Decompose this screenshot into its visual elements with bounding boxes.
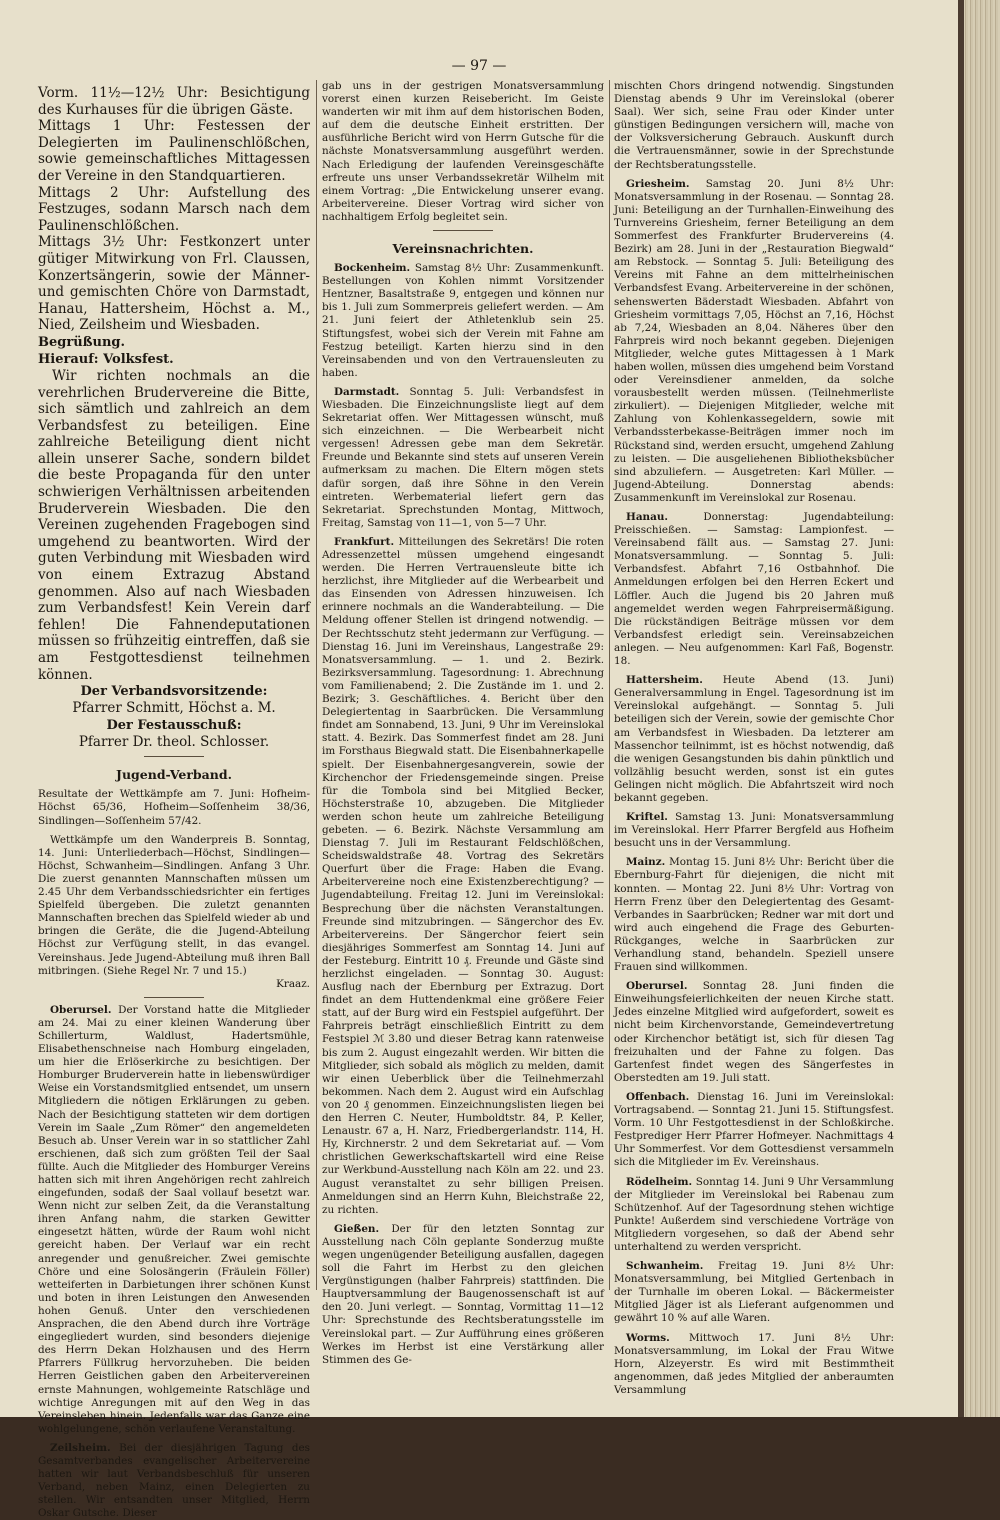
news-hanau bbox=[614, 511, 894, 668]
location-label: Bockenheim. bbox=[334, 262, 411, 275]
board-title: Der Verbandsvorsitzende: bbox=[80, 684, 268, 700]
program-item: Mittags 2 Uhr: Aufstellung des Festzuges, sodann Marsch nach dem Paulinenschlößchen. bbox=[38, 184, 310, 234]
divider bbox=[144, 997, 204, 998]
youth-signature: Kraaz. bbox=[276, 977, 310, 990]
location-label: Hanau. bbox=[626, 511, 669, 523]
location-label: Griesheim. bbox=[626, 177, 690, 190]
news-kriftel bbox=[614, 811, 894, 850]
location-label: Schwanheim. bbox=[626, 1260, 704, 1273]
news-darmstadt bbox=[322, 386, 604, 530]
column-divider bbox=[609, 80, 610, 1290]
program-item: Mittags 1 Uhr: Festessen der Delegierten im Paulinenschlößchen, sowie gemeinschaftliches Mittagessen der Vereine in den Standquartieren. bbox=[38, 118, 310, 184]
location-label: Offenbach. bbox=[626, 1090, 690, 1103]
news-roedelheim bbox=[614, 1176, 894, 1255]
news-bockenheim bbox=[322, 262, 604, 380]
location-label: Zeilsheim. bbox=[50, 1441, 111, 1454]
news-text: Sonntag 14. Juni 9 Uhr Versammlung der Mitglieder im Vereinslokal bei Rabenau zum Schützenhof. Auf der Tagesordnung stehen wichtige Punkte! Außerdem sind verschiedene Vorträge von Mitgliedern vorgesehen, so daß der Abend sehr unterhaltend zu werden verspricht. bbox=[614, 1175, 894, 1253]
divider bbox=[144, 756, 204, 757]
youth-heading: Jugend-Verband. bbox=[116, 767, 232, 783]
news-text: Dienstag 16. Juni im Vereinslokal: Vortragsabend. — Sonntag 21. Juni 15. Stiftungsfest. Vorm. 10 Uhr Festgottesdienst in der Schloßkirche. Festprediger Herr Pfarrer Hofmeyer. Nachmittags 4 Uhr Sommerfest. Vor dem Gottesdienst versammeln sich die Mitglieder im Ev. Vereinshaus. bbox=[614, 1090, 894, 1169]
greeting-heading: Begrüßung. bbox=[38, 334, 126, 350]
column-3 bbox=[614, 80, 894, 1396]
news-text: Mittwoch 17. Juni 8½ Uhr: Monatsversammlung, im Lokal der Frau Witwe Horn, Alzeyerstr. Es wird mit Bestimmtheit angenommen, daß jedes Mitglied der anberaumten Versammlung bbox=[614, 1331, 894, 1396]
news-text: Bei der diesjährigen Tagung des Gesamtverbandes evangelischer Arbeitervereine hatten wir laut Verbandsbeschluß für unseren Verband, neben Mainz, einen Delegierten zu stellen. Wir entsandten unser Mitglied, Herrn Oskar Gutsche. Dieser bbox=[38, 1441, 310, 1520]
location-label: Gießen. bbox=[334, 1222, 380, 1235]
news-text: Sonntag 5. Juli: Verbandsfest in Wiesbaden. Die Einzeichnungsliste liegt auf dem Sekretariat offen. Wer Mittagessen wünscht, muß sich einzeichnen. — Die Werbearbeit nicht vergessen! Adressen gebe man dem Sekretär. Freunde und Bekannte sind stets auf unseren Verein aufmerksam zu machen. Die Eltern mögen stets dafür sorgen, daß ihre Söhne in den Verein eintreten. Werbematerial liefert gern das Sekretariat. Sprechstunden Montag, Mittwoch, Freitag, Samstag von 11—1, von 5—7 Uhr. bbox=[322, 385, 604, 529]
youth-text: Wettkämpfe um den Wanderpreis B. Sonntag, 14. Juni: Unterliederbach—Höchst, Sindlingen—Höchst, Schwanheim—Sindlingen. Anfang 3 Uhr. Die zuerst genannten Mannschaften müssen um 2.45 Uhr dem Verbandsschiedsrichter ein fertiges Spielfeld übergeben. Die zuletzt genannten Mannschaften brechen das Spielfeld wieder ab und bringen die Geräte, die die Jugend-Abteilung Höchst zur Verfügung stellt, in das evangel. Vereinshaus. Jede Jugend-Abteilung muß ihren Ball mitbringen. (Siehe Regel Nr. 7 und 15.) bbox=[38, 833, 310, 977]
news-text: Donnerstag: Jugendabteilung: Preisschießen. — Samstag: Lampionfest. — Vereinsabend fällt aus. — Samstag 27. Juni: Monatsversammlung. — Sonntag 5. Juli: Verbandsfest. Abfahrt 7,16 Ostbahnhof. Die Anmeldungen erfolgen bei den Herren Eckert und Löffler. Auch die Jugend bis 20 Jahren muß angemeldet werden wegen Fahrpreisermäßigung. Die rückständigen Beiträge müssen vor dem Verbandsfest erledigt sein. Vereinsabzeichen anlegen. — Neu aufgenommen: Karl Faß, Bogenstr. 18. bbox=[614, 511, 894, 668]
continued-text: gab uns in der gestrigen Monatsversammlung vorerst einen kurzen Reisebericht. Im Geiste wanderten wir mit ihm auf dem historischen Boden, auf dem die deutsche Einheit erstritten. Der ausführliche Bericht wird von Herrn Gutsche für die nächste Monatsversammlung ausgeführt werden. Nach Erledigung der laufenden Vereinsgeschäfte erfreute uns unser Verbandssekretär Wilhelm mit einem Vortrag: „Die Entwickelung unserer evang. Arbeitervereine. Dieser Vortrag wird sicher von nachhaltigem Erfolg begleitet sein. bbox=[322, 80, 604, 223]
fest-committee-name: Pfarrer Dr. theol. Schlosser. bbox=[78, 733, 270, 750]
appeal-text: Wir richten nochmals an die verehrlichen Brudervereine die Bitte, sich sämtlich und zahlreich an dem Verbandsfest zu beteiligen. Eine zahlreiche Beteiligung dient nicht allein unserer Sache, sondern bildet die beste Propaganda für den unter schwierigen Verhältnissen arbeitenden Bruderverein Wiesbaden. Die den Vereinen zugehenden Fragebogen sind umgehend zu beantworten. Wird der guten Verbindung mit Wiesbaden wird von einem Extrazug Abstand genommen. Also auf nach Wiesbaden zum Verbandsfest! Kein Verein darf fehlen! Die Fahnendeputationen müssen so frühzeitig eintreffen, daß sie am Festgottesdienst teilnehmen können. bbox=[38, 367, 310, 683]
news-text: Samstag 20. Juni 8½ Uhr: Monatsversammlung in der Rosenau. — Sonntag 28. Juni: Beteiligung an der Turnhallen-Einweihung des Turnvereins Griesheim, ferner Beteiligung an dem Sommerfest des Frankfurter Brudervereins (4. Bezirk) am 28. Juni in der „Restauration Biegwald“ am Rebstock. — Sonntag 5. Juli: Beteiligung des Vereins mit Fahne an dem mittelrheinischen Verbandsfest Evang. Arbeitervereine in der schönen, sehenswerten Bäderstadt Wiesbaden. Abfahrt von Griesheim vormittags 7,05, Höchst an 7,16, Höchst ab 7,24, Wiesbaden an 8,04. Näheres über den Fahrpreis wird noch bekannt gegeben. Diejenigen Mitglieder, welche gutes Mittagessen à 1 Mark haben wollen, müssen dies umgehend beim Vorstand oder Vereinsdiener anmelden, da solche vorausbestellt werden müssen. (Teilnehmerliste zirkuliert). — Diejenigen Mitglieder, welche mit Zahlung von Kohlenkassegeldern, sowie mit Verbandssterbekasse-Beiträgen immer noch im Rückstand sind, werden ersucht, umgehend Zahlung zu leisten. — Die ausgeliehenen Bibliotheksbücher sind abzuliefern. — Ausgetreten: Karl Müller. — Jugend-Abteilung. Donnerstag abends: Zusammenkunft im Vereinslokal zur Rosenau. bbox=[614, 177, 894, 504]
board-name: Pfarrer Schmitt, Höchst a. M. bbox=[72, 700, 276, 717]
location-label: Worms. bbox=[626, 1331, 670, 1344]
location-label: Rödelheim. bbox=[626, 1175, 693, 1188]
youth-section bbox=[38, 767, 310, 1520]
location-label: Darmstadt. bbox=[334, 385, 400, 398]
news-text: Der Vorstand hatte die Mitglieder am 24. Mai zu einer kleinen Wanderung über Schillerturm, Waldlust, Hadertsmühle, Elisabethenschneise nach Homburg eingeladen, um hier die Erlöserkirche zu besichtigen. Der Homburger Bruderverein hatte in liebenswürdiger Weise ein Vorstandsmitglied entsendet, um unsern Mitgliedern die nötigen Erklärungen zu geben. Nach der Besichtigung statteten wir dem dortigen Verein im Saale „Zum Römer“ den angemeldeten Besuch ab. Unser Verein war in so stattlicher Zahl erschienen, daß sich zum größten Teil der Saal füllte. Auch die Mitglieder des Homburger Vereins hatten sich mit ihren Angehörigen recht zahlreich eingefunden, sodaß der Saal vollauf besetzt war. Wenn nicht zur selben Zeit, da die Veranstaltung ihren Anfang nahm, die starken Gewitter eingesetzt hätten, würde der Raum wohl nicht gereicht haben. Der Verlauf war ein recht anregender und genußreicher. Zwei gemischte Chöre und eine Solosängerin (Fräulein Föller) wetteiferten in Darbietungen ihrer schönen Kunst und boten in ihren Leistungen den Anwesenden hohen Genuß. Unter den verschiedenen Ansprachen, die den Abend durch ihre Vorträge eingegliedert wurden, sind besonders diejenige des Herrn Dekan Holzhausen und des Herrn Pfarrers Füllkrug hervorzuheben. Die beiden Herren Geistlichen gaben den Arbeitervereinen ernste Mahnungen, wohlgemeinte Ratschläge und wichtige Anregungen mit auf den Weg in das Vereinsleben hinein. Jedenfalls war das Ganze eine wohlgelungene, schön verlaufene Veranstaltung. bbox=[38, 1003, 310, 1435]
news-frankfurt bbox=[322, 536, 604, 1217]
youth-results: Resultate der Wettkämpfe am 7. Juni: Hofheim-Höchst 65/36, Hofheim—Soſſenheim 38/36, Sindlingen—Soſſenheim 57/42. bbox=[38, 788, 310, 827]
column-2 bbox=[322, 80, 604, 1380]
news-giessen bbox=[322, 1223, 604, 1367]
location-label: Oberursel. bbox=[50, 1003, 112, 1016]
folk-fest-heading: Hierauf: Volksfest. bbox=[38, 351, 174, 367]
location-label: Hattersheim. bbox=[626, 674, 703, 687]
fest-committee-title: Der Festausschuß: bbox=[106, 717, 242, 733]
news-oberursel bbox=[38, 1004, 310, 1436]
column-divider bbox=[316, 80, 317, 1290]
news-oberursel bbox=[614, 980, 894, 1085]
book-spine-shadow bbox=[958, 0, 964, 1417]
news-text: Heute Abend (13. Juni) Generalversammlung in Engel. Tagesordnung ist im Vereinslokal aufgehängt. — Sonntag 5. Juli beteiligen sich der Verein, sowie der gemischte Chor am Verbandsfest in Wiesbaden. Da letzterer am Massenchor teilnimmt, ist es höchst notwendig, daß die wenigen Gesangstunden bis dahin pünktlich und vollzählig besucht werden, sonst ist ein gutes Gelingen nicht möglich. Die Abfahrtszeit wird noch bekannt gegeben. bbox=[614, 674, 894, 804]
location-label: Mainz. bbox=[626, 856, 666, 869]
news-text: Mitteilungen des Sekretärs! Die roten Adressenzettel müssen umgehend eingesandt werden. Die Herren Vertrauensleute bitte ich herzlichst, ihre Mitglieder auf die Werbearbeit und das Einsenden von Adressen hinzuweisen. Ich erinnere nochmals an die Wanderabteilung. — Die Meldung offener Stellen ist dringend notwendig. — Der Rechtsschutz steht jedermann zur Verfügung. — Dienstag 16. Juni im Vereinshaus, Langestraße 29: Monatsversammlung. — 1. und 2. Bezirk. Bezirksversammlung. Tagesordnung: 1. Abrechnung vom Familienabend; 2. Die Zustände im 1. und 2. Bezirk; 3. Geschäftliches. 4. Bericht über den Delegiertentag in Saarbrücken. Die Versammlung findet am Sonnabend, 13. Juni, 9 Uhr im Vereinslokal statt. 4. Bezirk. Das Sommerfest findet am 28. Juni im Forsthaus Biegwald statt. Die Eisenbahnerkapelle spielt. Der Eisenbahnergesangverein, sowie der Kirchenchor der Friedensgemeinde singen. Preise für die Tombola sind bei Mitglied Becker, Höchsterstraße 10, abzugeben. Die Mitglieder werden schon heute um zahlreiche Beteiligung gebeten. — 6. Bezirk. Nächste Versammlung am Dienstag 7. Juli im Restaurant Feldschlößchen, Scheidswaldstraße 48. Vortrag des Sekretärs Querfurt über die Frage: Haben die Evang. Arbeitervereine noch eine Existenzberechtigung? — Jugendabteilung. Freitag 12. Juni im Vereinslokal: Besprechung über die nächsten Veranstaltungen. Freunde sind mitzubringen. — Sängerchor des Ev. Arbeitervereins. Der Sängerchor feiert sein diesjähriges Sommerfest am Sonntag 14. Juni auf der Festeburg. Eintritt 10 ₰. Freunde und Gäste sind herzlichst eingeladen. — Sonntag 30. August: Ausflug nach der Ebernburg per Extrazug. Dort findet an dem Huttendenkmal eine größere Feier statt, auf der Burg wird ein Festspiel aufgeführt. Der Fahrpreis beträgt einschließlich Eintritt zu dem Festspiel ℳ 3.80 und dieser Betrag kann ratenweise bis zum 2. August eingezahlt werden. Wir bitten die Mitglieder, sich sobald als möglich zu melden, damit wir einen Ueberblick über die Teilnehmerzahl bekommen. Nach dem 2. August wird ein Aufschlag von 20 ₰ genommen. Einzeichnungslisten liegen bei den Herren C. Neuter, Humboldtstr. 84, P. Keller, Lenaustr. 67 a, H. Narz, Friedbergerlandstr. 114, H. Hy, Kirchnerstr. 2 und dem Sekretariat auf. — Vom christlichen Gewerkschaftskartell wird eine Reise zur Werkbund-Ausstellung nach Köln am 22. und 23. August veranstaltet zu sehr billigen Preisen. Anmeldungen sind an Herrn Kuhn, Bleichstraße 22, zu richten. bbox=[322, 535, 604, 1216]
news-hattersheim bbox=[614, 674, 894, 805]
news-griesheim bbox=[614, 178, 894, 505]
news-mainz bbox=[614, 856, 894, 974]
continued-text: mischten Chors dringend notwendig. Singstunden Dienstag abends 9 Uhr im Vereinslokal (oberer Saal). Wer sich, seine Frau oder Kinder unter günstigen Bedingungen versichern will, mache von der Volksversicherung Gebrauch. Auskunft durch die Vertrauensmänner, sowie in der Sprechstunde der Rechtsberatungsstelle. bbox=[614, 80, 894, 171]
program-item: Vorm. 11½—12½ Uhr: Besichtigung des Kurhauses für die übrigen Gäste. bbox=[38, 85, 310, 118]
news-schwanheim bbox=[614, 1260, 894, 1325]
news-text: Der für den letzten Sonntag zur Ausstellung nach Cöln geplante Sonderzug mußte wegen ungenügender Beteiligung ausfallen, dagegen soll die Fahrt im Herbst zu den gleichen Vergünstigungen (halber Fahrpreis) stattfinden. Die Hauptversammlung der Baugenossenschaft ist auf den 20. Juni verlegt. — Sonntag, Vormittag 11—12 Uhr: Sprechstunde des Rechtsberatungsstelle im Vereinslokal part. — Zur Aufführung eines größeren Werkes im Herbst ist eine Verstärkung aller Stimmen des Ge- bbox=[322, 1222, 604, 1366]
program-item: Mittags 3½ Uhr: Festkonzert unter gütiger Mitwirkung von Frl. Claussen, Konzertsängerin, sowie der Männer- und gemischten Chöre von Darmstadt, Hanau, Hattersheim, Höchst a. M., Nied, Zeilsheim und Wiesbaden. bbox=[38, 234, 310, 334]
news-text: Montag 15. Juni 8½ Uhr: Bericht über die Ebernburg-Fahrt für diejenigen, die nicht mit konnten. — Montag 22. Juni 8½ Uhr: Vortrag von Herrn Frenz über den Delegiertentag des Gesamt-Verbandes in Saarbrücken; Redner war mit dort und wird auch eingehend die Frage des Geburten-Rückganges, welche in Saarbrücken zur Verhandlung stand, behandeln. Speziell unsere Frauen sind willkommen. bbox=[614, 856, 894, 974]
club-news-heading: Vereinsnachrichten. bbox=[392, 241, 534, 257]
news-worms bbox=[614, 1332, 894, 1397]
news-text: Sonntag 28. Juni finden die Einweihungsfeierlichkeiten der neuen Kirche statt. Jedes einzelne Mitglied wird aufgefordert, soweit es nicht beim Kirchenvorstande, Gemeindevertretung oder Kirchenchor betätigt ist, sich für diesen Tag freizuhalten und der Fahne zu folgen. Das Gartenfest findet wegen des Sängerfestes in Oberstedten am 19. Juli statt. bbox=[614, 980, 894, 1084]
column-1 bbox=[38, 85, 310, 1520]
divider bbox=[433, 230, 493, 231]
news-zeilsheim bbox=[38, 1442, 310, 1520]
festival-program bbox=[38, 85, 310, 750]
location-label: Oberursel. bbox=[626, 980, 688, 993]
news-text: Samstag 13. Juni: Monatsversammlung im Vereinslokal. Herr Pfarrer Bergfeld aus Hofheim besucht uns in der Versammlung. bbox=[614, 811, 894, 850]
location-label: Frankfurt. bbox=[334, 535, 395, 548]
page-number: — 97 — bbox=[451, 58, 507, 74]
news-text: Samstag 8½ Uhr: Zusammenkunft. Bestellungen von Kohlen nimmt Vorsitzender Hentzner, Basaltstraße 9, entgegen und können nur bis 1. Juli zum Sommerpreis geliefert werden. — Am 21. Juni feiert der Athletenklub sein 25. Stiftungsfest, wobei sich der Verein mit Fahne am Festzug beteiligt. Karten hierzu sind in den Vereinsabenden und von den Vertrauensleuten zu haben. bbox=[322, 262, 604, 379]
news-text: Freitag 19. Juni 8½ Uhr: Monatsversammlung, bei Mitglied Gertenbach in der Turnhalle im oberen Lokal. — Bäckermeister Mitglied Jäger ist als Lieferant aufgenommen und gewährt 10 % auf alle Waren. bbox=[614, 1260, 894, 1325]
location-label: Kriftel. bbox=[626, 811, 668, 824]
news-offenbach bbox=[614, 1091, 894, 1170]
book-page-edges bbox=[958, 0, 1000, 1417]
